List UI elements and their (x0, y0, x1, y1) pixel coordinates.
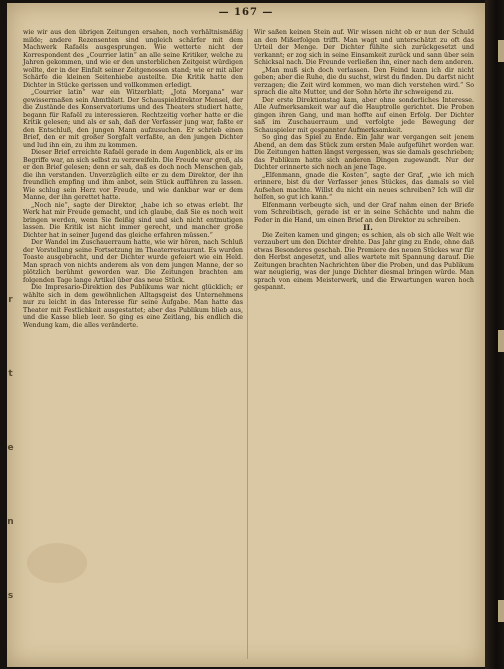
margin-letter: r (8, 295, 13, 305)
book-binding-edge (485, 0, 504, 669)
page-number: — 167 — (218, 7, 274, 18)
margin-letter: t (8, 369, 13, 379)
paragraph: Dieser Brief erreichte Rafaël gerade in dem Augenblick, als er im Begriffe war, an sich selbst zu verzweifeln. Die Freude war groß, als er den Brief gelesen; denn er sah, daß es doch noch Menschen gab, die ihn verstanden. Unverzüglich eilte er zu dem Direktor, der ihn freundlich empfing und ihm anbot, sein Stück aufführen zu lassen. Wie schlug sein Herz vor Freude, und wie dankbar war er dem Manne, der ihn gerettet hatte. (23, 149, 243, 201)
paragraph: „Noch nie“, sagte der Direktor, „habe ich so etwas erlebt. Ihr Werk hat mir Freude gemacht, und ich glaube, daß Sie es noch weit bringen werden, wenn Sie fleißig sind und sich nicht entmutigen lassen. Die Kritik ist nicht immer gerecht, und mancher große Dichter hat in seiner Jugend das gleiche erfahren müssen.“ (23, 201, 243, 239)
column-divider (247, 29, 248, 659)
paragraph: „Man muß sich doch verlassen. Den Feind kann ich dir nicht geben; aber die Ruhe, die du suchst, wirst du finden. Du darfst nicht verzagen; die Zeit wird kommen, wo man dich verstehen wird.“ So sprach die alte Mutter, und der Sohn hörte ihr schweigend zu. (254, 66, 474, 96)
margin-letters (7, 263, 14, 633)
paragraph: Die Zeiten kamen und gingen; es schien, als ob sich alle Welt wie verzaubert um den Dichter drehte. Das Jahr ging zu Ende, ohne daß etwas Besonderes geschah. Die Premiere des neuen Stückes war für den Herbst angesetzt, und alles wartete mit Spannung darauf. Die Zeitungen brachten Nachrichten über die Proben, und das Publikum war neugierig, was der junge Dichter diesmal bringen würde. Man sprach von einem Meisterwerk, und die Erwartungen waren hoch gespannt. (254, 231, 474, 291)
paragraph: Die Impresario-Direktion des Publikums war nicht glücklich; er wählte sich in dem gewöhnlichen Alltagsgeist des Unternehmens nur zu leicht in das Interesse für seine Aufgabe. Man hatte das Theater mit Festlichkeit ausgestattet; aber das Publikum blieb aus, und die Kasse blieb leer. So ging es eine Zeitlang, bis endlich die Wendung kam, die alles veränderte. (23, 284, 243, 329)
edge-tab (498, 330, 504, 352)
paper-stain (27, 543, 87, 583)
paragraph: Wir saßen keinen Stein auf. Wir wissen nicht ob er nun der Schuld an den Mißerfolgen trifft. Man wagt und unterschätzt zu oft das Urteil der Menge. Der Dichter fühlte sich zurückgesetzt und verkannt; er zog sich in seine Einsamkeit zurück und sann über sein Schicksal nach. Die Freunde verließen ihn, einer nach dem anderen. (254, 29, 474, 66)
margin-letter: s (7, 591, 14, 601)
newspaper-page (7, 3, 485, 667)
paragraph: Elfenmann verbeugte sich, und der Graf nahm einen der Briefe vom Schreibtisch, gerade ist er in seine Schächte und nahm die Feder in die Hand, um einen Brief an den Direktor zu schreiben. (254, 201, 474, 224)
paragraph: wie wir aus den übrigen Zeitungen ersahen, noch verhältnismäßig milde; andere Rezensenten sind ungleich schärfer mit dem Machwerk Rafaëls ausgesprungen. Wie wetterte nicht der Korrespondent des „Courrier latin“ an alle seine Kritiker, welche zu Jahren gekommen, und wie er den unsterblichen Zeitgeist würdigen wollte, der in der Einfalt seiner Zeitgenossen stand; wie er mit aller Schärfe die kleinen Seitenhiebe austeilte. Die Kritik hatte den Dichter in Stücke gerissen und vollkommen erledigt. (23, 29, 243, 89)
margin-letter: e (7, 443, 14, 453)
paragraph: „Courrier latin“ war ein Witzerblatt; „Jota Morgana“ war gewissermaßen sein Abmtblatt. Der Schauspieldirektor Mensel, der die Zustände des Konservatoriums und des Theaters studiert hatte, begann für Rafaël zu interessieren. Rechtzeitig vorher hatte er die Kritik gelesen; und als er sah, daß der Verfasser jung war, faßte er den Entschluß, den jungen Mann aufzusuchen. Er schrieb einen Brief, den er mit großer Sorgfalt verfaßte, an den jungen Dichter und lud ihn ein, zu ihm zu kommen. (23, 89, 243, 149)
section-number: II. (363, 223, 373, 232)
paragraph: „Elfenmann, gnade die Kosten“, sagte der Graf, „wie ich mich erinnere, bist du der Verfasser jenes Stückes, das damals so viel Aufsehen machte. Willst du nicht ein neues schreiben? Ich will dir helfen, so gut ich kann.“ (254, 171, 474, 201)
paragraph: Der Wandel im Zuschauerraum hatte, wie wir hören, nach Schluß der Vorstellung seine Fortsetzung im Theaterrestaurant. Es wurden Toaste ausgebracht, und der Dichter wurde gefeiert wie ein Held. Man sprach von nichts anderem als von dem jungen Manne, der so plötzlich berühmt geworden war. Die Zeitungen brachten am folgenden Tage lange Artikel über das neue Stück. (23, 239, 243, 284)
paragraph: So ging das Spiel zu Ende. Ein Jahr war vergangen seit jenem Abend, an dem das Stück zum ersten Male aufgeführt worden war. Die Zeitungen hatten längst vergessen, was sie damals geschrieben; das Publikum hatte sich anderen Dingen zugewandt. Nur der Dichter erinnerte sich noch an jene Tage. (254, 134, 474, 171)
edge-tab (498, 600, 504, 622)
right-column (254, 29, 474, 292)
margin-letter: n (7, 517, 14, 527)
edge-tab (498, 40, 504, 62)
left-column (23, 29, 243, 329)
paragraph: Der erste Direktionstag kam, aber ohne sonderliches Interesse. Alle Aufmerksamkeit war auf die Hauptrolle gerichtet. Die Proben gingen ihren Gang, und man hoffte auf einen Erfolg. Der Dichter saß im Zuschauerraum und verfolgte jede Bewegung der Schauspieler mit gespannter Aufmerksamkeit. (254, 96, 474, 134)
